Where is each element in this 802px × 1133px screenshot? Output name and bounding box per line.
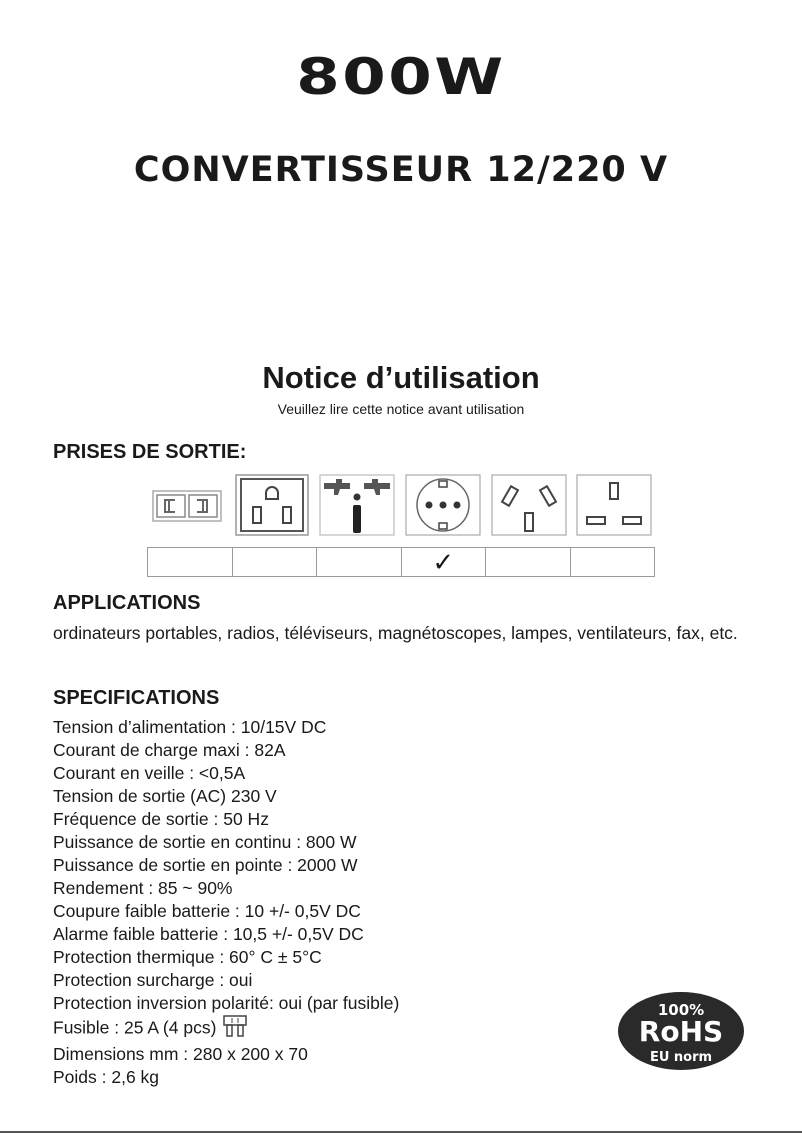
specifications-heading: SPECIFICATIONS (53, 687, 220, 709)
flat-plug-icon (147, 473, 225, 537)
spec-line: Puissance de sortie en continu : 800 W (53, 832, 357, 852)
spec-line: Courant de charge maxi : 82A (53, 740, 286, 760)
spec-line-fuse (53, 1015, 399, 1043)
applications-heading: APPLICATIONS (53, 592, 201, 614)
australian-outlet-icon (490, 473, 568, 537)
universal-plug-icon (318, 473, 396, 537)
spec-line: Tension de sortie (AC) 230 V (53, 786, 277, 806)
spec-line: Protection surcharge : oui (53, 970, 253, 990)
outlet-check-cell (148, 548, 233, 576)
outlets-heading: PRISES DE SORTIE: (53, 441, 247, 463)
spec-line: Poids : 2,6 kg (53, 1067, 160, 1087)
schuko-outlet-icon (404, 473, 482, 537)
rohs-label: RoHS (638, 1015, 724, 1048)
spec-line: Tension d’alimentation : 10/15V DC (53, 717, 327, 737)
spec-line: Coupure faible batterie : 10 +/- 0,5V DC (53, 901, 361, 921)
outlet-check-cell (317, 548, 402, 576)
applications-text: ordinateurs portables, radios, téléviseurs, magnétoscopes, lampes, ventilateurs, fax, etc. (53, 623, 738, 643)
spec-line: Dimensions mm : 280 x 200 x 70 (53, 1044, 308, 1064)
uk-outlet-icon (575, 473, 653, 537)
rohs-percent: 100% (657, 1001, 705, 1019)
product-title: CONVERTISSEUR 12/220 V (133, 150, 669, 190)
power-title: 800W (296, 48, 506, 106)
spec-line: Fréquence de sortie : 50 Hz (53, 809, 269, 829)
outlet-check-cell (486, 548, 571, 576)
fuse-icon (222, 1015, 248, 1043)
outlet-check-cell (571, 548, 655, 576)
outlet-check-cell (233, 548, 318, 576)
outlet-check-cell: ✓ (402, 548, 487, 576)
rohs-badge (617, 991, 745, 1071)
spec-line: Courant en veille : <0,5A (53, 763, 246, 783)
spec-line: Puissance de sortie en pointe : 2000 W (53, 855, 358, 875)
notice-subtitle: Veuillez lire cette notice avant utilisation (277, 401, 525, 417)
spec-line: Protection inversion polarité: oui (par fusible) (53, 993, 400, 1013)
outlet-check-row (147, 547, 655, 577)
spec-line: Protection thermique : 60° C ± 5°C (53, 947, 322, 967)
spec-line: Rendement : 85 ~ 90% (53, 878, 233, 898)
notice-title: Notice d’utilisation (262, 360, 540, 395)
rohs-norm: EU norm (649, 1050, 713, 1065)
spec-line: Fusible : 25 A (4 pcs) (53, 1017, 217, 1038)
specifications-list (53, 716, 399, 1089)
spec-line: Alarme faible batterie : 10,5 +/- 0,5V DC (53, 924, 364, 944)
us-outlet-icon (233, 473, 311, 537)
